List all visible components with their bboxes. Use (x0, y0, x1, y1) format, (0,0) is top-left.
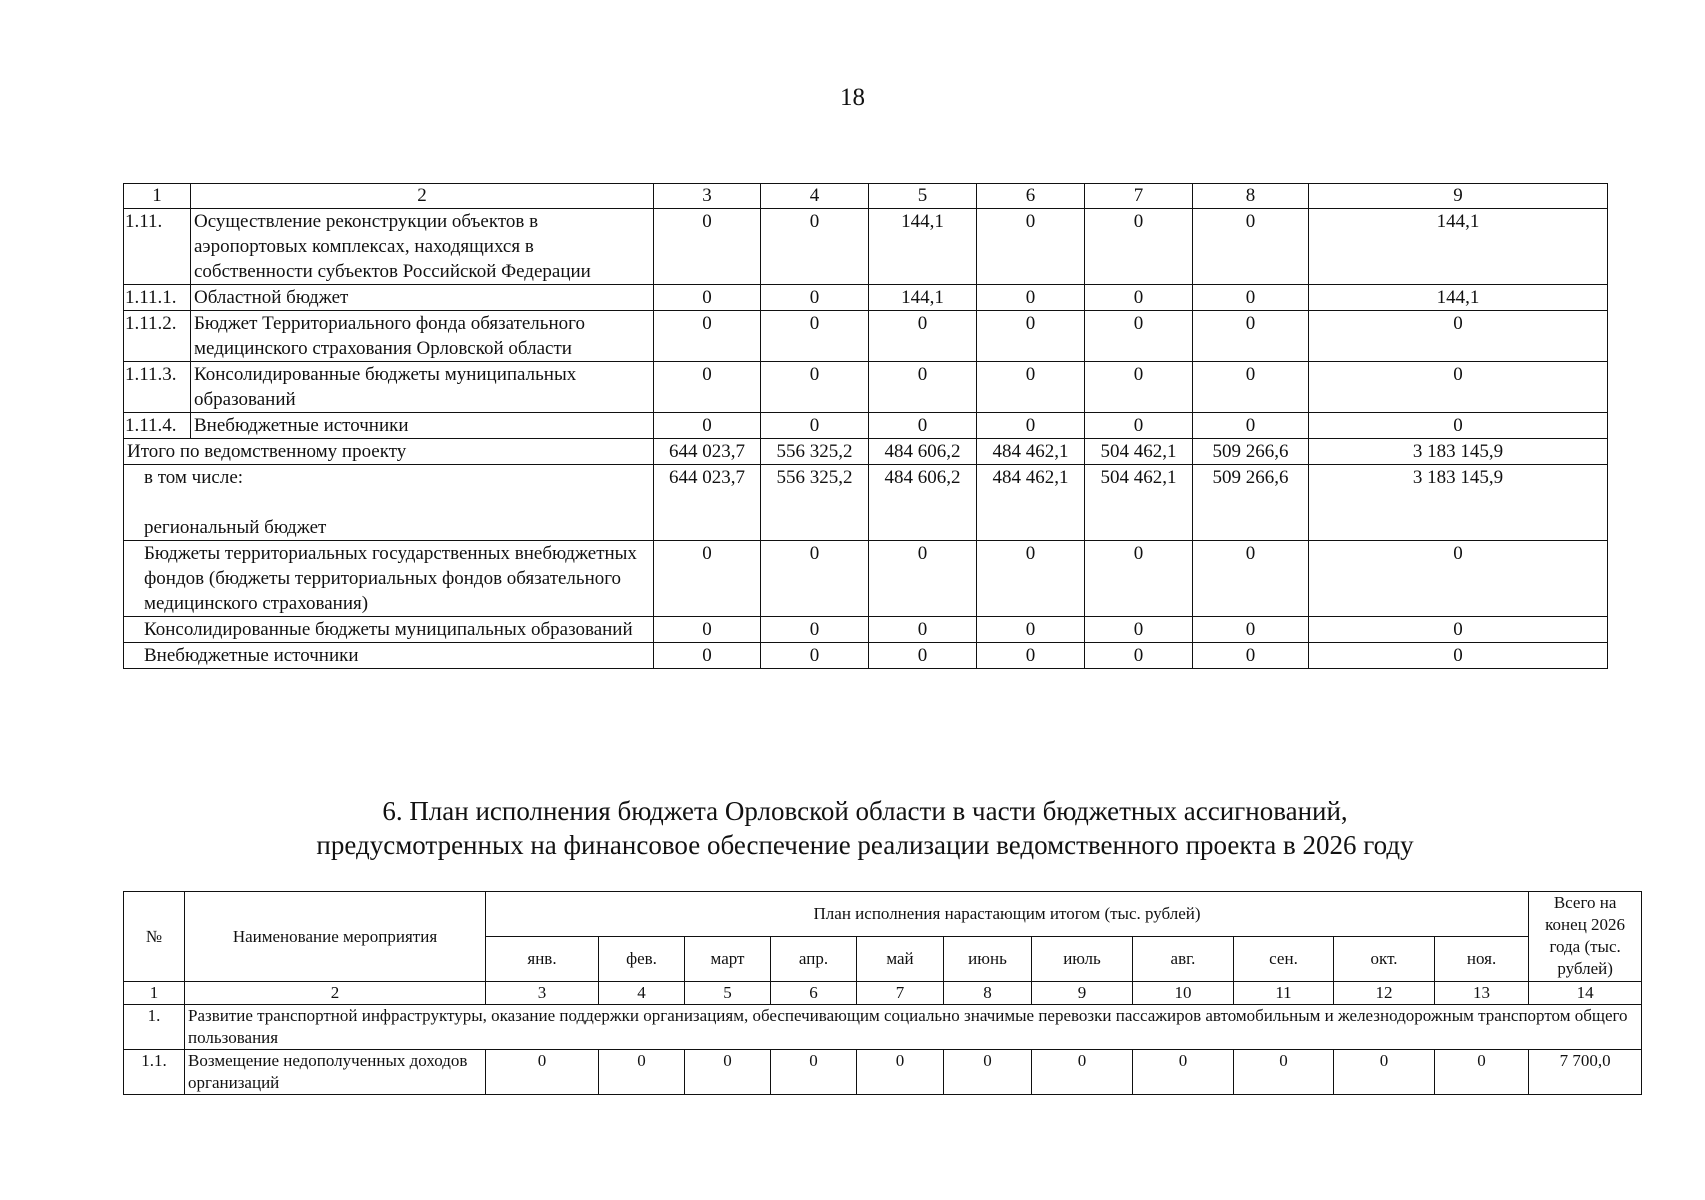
column-number: 10 (1133, 982, 1234, 1005)
plan-header: План исполнения нарастающим итогом (тыс. рублей) (486, 892, 1529, 937)
value-cell: 0 (977, 285, 1085, 311)
value-cell: 0 (977, 362, 1085, 413)
value-cell: 0 (1193, 643, 1309, 669)
column-number: 9 (1032, 982, 1133, 1005)
table-row (124, 1050, 1642, 1095)
page-number: 18 (840, 84, 865, 111)
row-code: 1.11. (124, 209, 191, 285)
total-row (124, 439, 1608, 465)
table-row (124, 541, 1608, 617)
month-header: апр. (771, 937, 857, 982)
value-cell: 0 (869, 643, 977, 669)
value-cell: 0 (685, 1050, 771, 1095)
total-label: Итого по ведомственному проекту (124, 439, 654, 465)
group-code: 1. (124, 1005, 185, 1050)
value-cell: 0 (1085, 617, 1193, 643)
value-cell: 144,1 (869, 209, 977, 285)
table-header-row (124, 184, 1608, 209)
value-cell: 0 (1193, 311, 1309, 362)
value-cell: 144,1 (1309, 285, 1608, 311)
column-number: 1 (124, 982, 185, 1005)
row-name: Бюджет Территориального фонда обязательного медицинского страхования Орловской области (191, 311, 654, 362)
value-cell: 0 (1085, 541, 1193, 617)
header-cell: 6 (977, 184, 1085, 209)
value-cell: 0 (1085, 311, 1193, 362)
value-cell: 0 (857, 1050, 944, 1095)
row-name: Областной бюджет (191, 285, 654, 311)
row-name: Консолидированные бюджеты муниципальных образований (191, 362, 654, 413)
value-cell: 0 (977, 311, 1085, 362)
value-cell: 0 (1334, 1050, 1435, 1095)
header-cell: 7 (1085, 184, 1193, 209)
value-cell: 0 (1193, 617, 1309, 643)
value-cell: 0 (1309, 413, 1608, 439)
section-heading-line: 6. План исполнения бюджета Орловской области в части бюджетных ассигнований, (382, 796, 1348, 826)
row-code: 1.11.3. (124, 362, 191, 413)
value-cell: 484 606,2 (869, 439, 977, 465)
column-number: 11 (1234, 982, 1334, 1005)
row-code: 1.11.4. (124, 413, 191, 439)
budget-table (123, 183, 1608, 669)
name-header: Наименование мероприятия (185, 892, 486, 982)
column-number: 12 (1334, 982, 1435, 1005)
value-cell: 0 (761, 209, 869, 285)
value-cell: 0 (1085, 209, 1193, 285)
number-header: № (124, 892, 185, 982)
header-cell: 1 (124, 184, 191, 209)
value-cell: 0 (1309, 643, 1608, 669)
month-header: сен. (1234, 937, 1334, 982)
value-cell: 3 183 145,9 (1309, 465, 1608, 541)
value-cell: 0 (761, 643, 869, 669)
value-cell: 0 (869, 413, 977, 439)
value-cell: 0 (1435, 1050, 1529, 1095)
value-cell: 0 (1085, 413, 1193, 439)
value-cell: 144,1 (1309, 209, 1608, 285)
row-name: Внебюджетные источники (124, 643, 654, 669)
table-row (124, 209, 1608, 285)
table-row (124, 362, 1608, 413)
value-cell: 0 (654, 541, 761, 617)
column-number: 13 (1435, 982, 1529, 1005)
value-cell: 504 462,1 (1085, 439, 1193, 465)
month-header: янв. (486, 937, 599, 982)
value-cell: 0 (1309, 617, 1608, 643)
value-cell: 0 (654, 362, 761, 413)
value-cell: 0 (654, 413, 761, 439)
including-label: в том числе: (144, 467, 244, 488)
plan-table (123, 891, 1642, 1095)
table-row (124, 617, 1608, 643)
value-cell: 0 (761, 311, 869, 362)
value-cell: 0 (654, 285, 761, 311)
value-cell: 0 (761, 617, 869, 643)
value-cell: 0 (1133, 1050, 1234, 1095)
value-cell: 0 (1309, 541, 1608, 617)
value-cell: 504 462,1 (1085, 465, 1193, 541)
header-cell: 4 (761, 184, 869, 209)
row-name: Осуществление реконструкции объектов в аэропортовых комплексах, находящихся в собственности субъектов Российской Федерации (191, 209, 654, 285)
value-cell: 484 606,2 (869, 465, 977, 541)
row-name (124, 465, 654, 541)
value-cell: 0 (1193, 362, 1309, 413)
value-cell: 0 (1234, 1050, 1334, 1095)
table-row (124, 643, 1608, 669)
value-cell: 0 (771, 1050, 857, 1095)
month-header: март (685, 937, 771, 982)
total-cell: 7 700,0 (1529, 1050, 1642, 1095)
value-cell: 0 (1193, 209, 1309, 285)
column-number: 8 (944, 982, 1032, 1005)
value-cell: 0 (977, 413, 1085, 439)
table-row (124, 413, 1608, 439)
value-cell: 509 266,6 (1193, 439, 1309, 465)
group-name: Развитие транспортной инфраструктуры, оказание поддержки организациям, обеспечивающим социально значимые перевозки пассажиров автомобильным и железнодорожным транспортом общего пользования (185, 1005, 1642, 1050)
header-cell: 8 (1193, 184, 1309, 209)
value-cell: 0 (869, 311, 977, 362)
column-number: 6 (771, 982, 857, 1005)
value-cell: 0 (761, 285, 869, 311)
value-cell: 144,1 (869, 285, 977, 311)
plan-header-row (124, 892, 1642, 937)
value-cell: 0 (1193, 541, 1309, 617)
value-cell: 484 462,1 (977, 465, 1085, 541)
value-cell: 0 (761, 413, 869, 439)
value-cell: 484 462,1 (977, 439, 1085, 465)
value-cell: 556 325,2 (761, 439, 869, 465)
column-number: 7 (857, 982, 944, 1005)
value-cell: 0 (869, 541, 977, 617)
month-header: фев. (599, 937, 685, 982)
header-cell: 3 (654, 184, 761, 209)
value-cell: 0 (761, 362, 869, 413)
value-cell: 0 (977, 209, 1085, 285)
value-cell: 0 (1309, 362, 1608, 413)
value-cell: 0 (654, 617, 761, 643)
regional-budget-label: региональный бюджет (144, 517, 327, 538)
header-cell: 2 (191, 184, 654, 209)
value-cell: 3 183 145,9 (1309, 439, 1608, 465)
value-cell: 0 (944, 1050, 1032, 1095)
column-number: 14 (1529, 982, 1642, 1005)
row-code: 1.11.1. (124, 285, 191, 311)
value-cell: 0 (599, 1050, 685, 1095)
value-cell: 556 325,2 (761, 465, 869, 541)
table-row (124, 311, 1608, 362)
value-cell: 644 023,7 (654, 465, 761, 541)
row-code: 1.11.2. (124, 311, 191, 362)
table-row (124, 465, 1608, 541)
row-name: Бюджеты территориальных государственных внебюджетных фондов (бюджеты территориальных фондов обязательного медицинского страхования) (124, 541, 654, 617)
group-row (124, 1005, 1642, 1050)
value-cell: 0 (654, 209, 761, 285)
section-heading (120, 794, 1610, 862)
value-cell: 0 (1085, 643, 1193, 669)
value-cell: 0 (654, 311, 761, 362)
value-cell: 0 (1085, 362, 1193, 413)
total-header: Всего на конец 2026 года (тыс. рублей) (1529, 892, 1642, 982)
header-cell: 9 (1309, 184, 1608, 209)
value-cell: 0 (977, 643, 1085, 669)
value-cell: 0 (1085, 285, 1193, 311)
month-header: авг. (1133, 937, 1234, 982)
value-cell: 0 (977, 617, 1085, 643)
header-cell: 5 (869, 184, 977, 209)
row-name: Внебюджетные источники (191, 413, 654, 439)
month-header: ноя. (1435, 937, 1529, 982)
month-header: июнь (944, 937, 1032, 982)
value-cell: 509 266,6 (1193, 465, 1309, 541)
value-cell: 0 (869, 617, 977, 643)
column-number: 3 (486, 982, 599, 1005)
column-number-row (124, 982, 1642, 1005)
value-cell: 0 (1193, 285, 1309, 311)
month-header: июль (1032, 937, 1133, 982)
section-heading-line: предусмотренных на финансовое обеспечение реализации ведомственного проекта в 2026 году (316, 830, 1414, 860)
value-cell: 0 (761, 541, 869, 617)
column-number: 2 (185, 982, 486, 1005)
column-number: 5 (685, 982, 771, 1005)
value-cell: 0 (1193, 413, 1309, 439)
value-cell: 0 (486, 1050, 599, 1095)
value-cell: 0 (654, 643, 761, 669)
value-cell: 644 023,7 (654, 439, 761, 465)
month-header: окт. (1334, 937, 1435, 982)
value-cell: 0 (1309, 311, 1608, 362)
value-cell: 0 (1032, 1050, 1133, 1095)
table-row (124, 285, 1608, 311)
item-name: Возмещение недополученных доходов организаций (185, 1050, 486, 1095)
column-number: 4 (599, 982, 685, 1005)
month-header: май (857, 937, 944, 982)
row-name: Консолидированные бюджеты муниципальных образований (124, 617, 654, 643)
value-cell: 0 (977, 541, 1085, 617)
value-cell: 0 (869, 362, 977, 413)
item-code: 1.1. (124, 1050, 185, 1095)
